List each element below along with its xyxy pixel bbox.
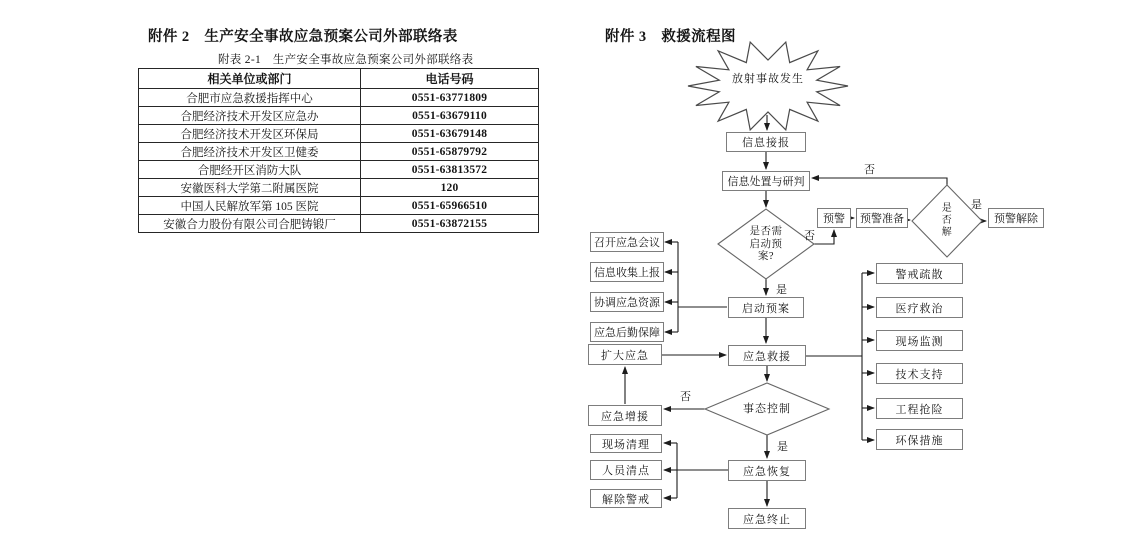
flow-node-info-receive: 信息接报 (726, 132, 806, 152)
flow-node-site-cleanup: 现场清理 (590, 434, 662, 453)
unit-cell: 安徽医科大学第二附属医院 (139, 179, 361, 197)
unit-cell: 安徽合力股份有限公司合肥铸锻厂 (139, 215, 361, 233)
flow-node-terminate: 应急终止 (728, 508, 806, 529)
phone-cell: 0551-65966510 (361, 197, 539, 215)
phone-cell: 0551-65879792 (361, 143, 539, 161)
flow-decision-situation-control-label: 事态控制 (743, 403, 791, 415)
contact-table-caption: 附表 2-1 生产安全事故应急预案公司外部联络表 (218, 54, 474, 66)
column-header-unit: 相关单位或部门 (139, 69, 361, 89)
edge-label-no-decision1: 否 (804, 230, 816, 242)
flow-node-collect-report: 信息收集上报 (590, 262, 664, 282)
flow-node-environmental-measures: 环保措施 (876, 429, 963, 450)
attachment3-heading: 附件 3 救援流程图 (605, 29, 736, 45)
edge-label-no-decision3: 否 (680, 391, 692, 403)
flow-node-warning-prep: 预警准备 (856, 208, 908, 228)
phone-cell: 0551-63679148 (361, 125, 539, 143)
phone-cell: 120 (361, 179, 539, 197)
flow-node-info-process: 信息处置与研判 (722, 171, 810, 191)
column-header-phone: 电话号码 (361, 69, 539, 89)
phone-cell: 0551-63679110 (361, 107, 539, 125)
phone-cell: 0551-63813572 (361, 161, 539, 179)
flow-node-warning-lifted: 预警解除 (988, 208, 1044, 228)
unit-cell: 合肥经开区消防大队 (139, 161, 361, 179)
flow-node-expand-response: 扩大应急 (588, 344, 662, 365)
flow-node-technical-support: 技术支持 (876, 363, 963, 384)
flow-node-rescue: 应急救援 (728, 345, 806, 366)
edge-label-no-return: 否 (864, 164, 876, 176)
flow-node-recovery: 应急恢复 (728, 460, 806, 481)
unit-cell: 合肥市应急救援指挥中心 (139, 89, 361, 107)
unit-cell: 合肥经济技术开发区环保局 (139, 125, 361, 143)
flow-decision-need-plan-label: 是否需启动预案? (749, 226, 783, 263)
unit-cell: 合肥经济技术开发区卫健委 (139, 143, 361, 161)
edge-label-yes-decision2: 是 (971, 199, 983, 211)
unit-cell: 合肥经济技术开发区应急办 (139, 107, 361, 125)
edge-decision2-no-return (812, 178, 947, 186)
flow-node-medical-treatment: 医疗救治 (876, 297, 963, 318)
flow-node-logistics-support: 应急后勤保障 (590, 322, 664, 342)
edge-label-yes-decision3: 是 (777, 441, 789, 453)
edge-decision1-no-to-warning (814, 230, 834, 244)
flow-node-personnel-count: 人员清点 (590, 460, 662, 480)
flow-node-cordon-evacuate: 警戒疏散 (876, 263, 963, 284)
unit-cell: 中国人民解放军第 105 医院 (139, 197, 361, 215)
phone-cell: 0551-63771809 (361, 89, 539, 107)
flow-node-lift-cordon: 解除警戒 (590, 489, 662, 508)
flow-node-site-monitoring: 现场监测 (876, 330, 963, 351)
flow-node-start-plan: 启动预案 (728, 297, 804, 318)
flow-node-reinforce: 应急增援 (588, 405, 662, 426)
flow-start-accident: 放射事故发生 (732, 73, 804, 85)
edge-label-yes-decision1: 是 (776, 284, 788, 296)
flow-node-hold-meeting: 召开应急会议 (590, 232, 664, 252)
attachment2-heading: 附件 2 生产安全事故应急预案公司外部联络表 (148, 29, 458, 45)
flow-node-coordinate-resources: 协调应急资源 (590, 292, 664, 312)
flow-decision-lift-warning-label: 是否解 (941, 203, 953, 238)
flow-node-engineering-rescue: 工程抢险 (876, 398, 963, 419)
flow-node-warning: 预警 (817, 208, 851, 228)
phone-cell: 0551-63872155 (361, 215, 539, 233)
